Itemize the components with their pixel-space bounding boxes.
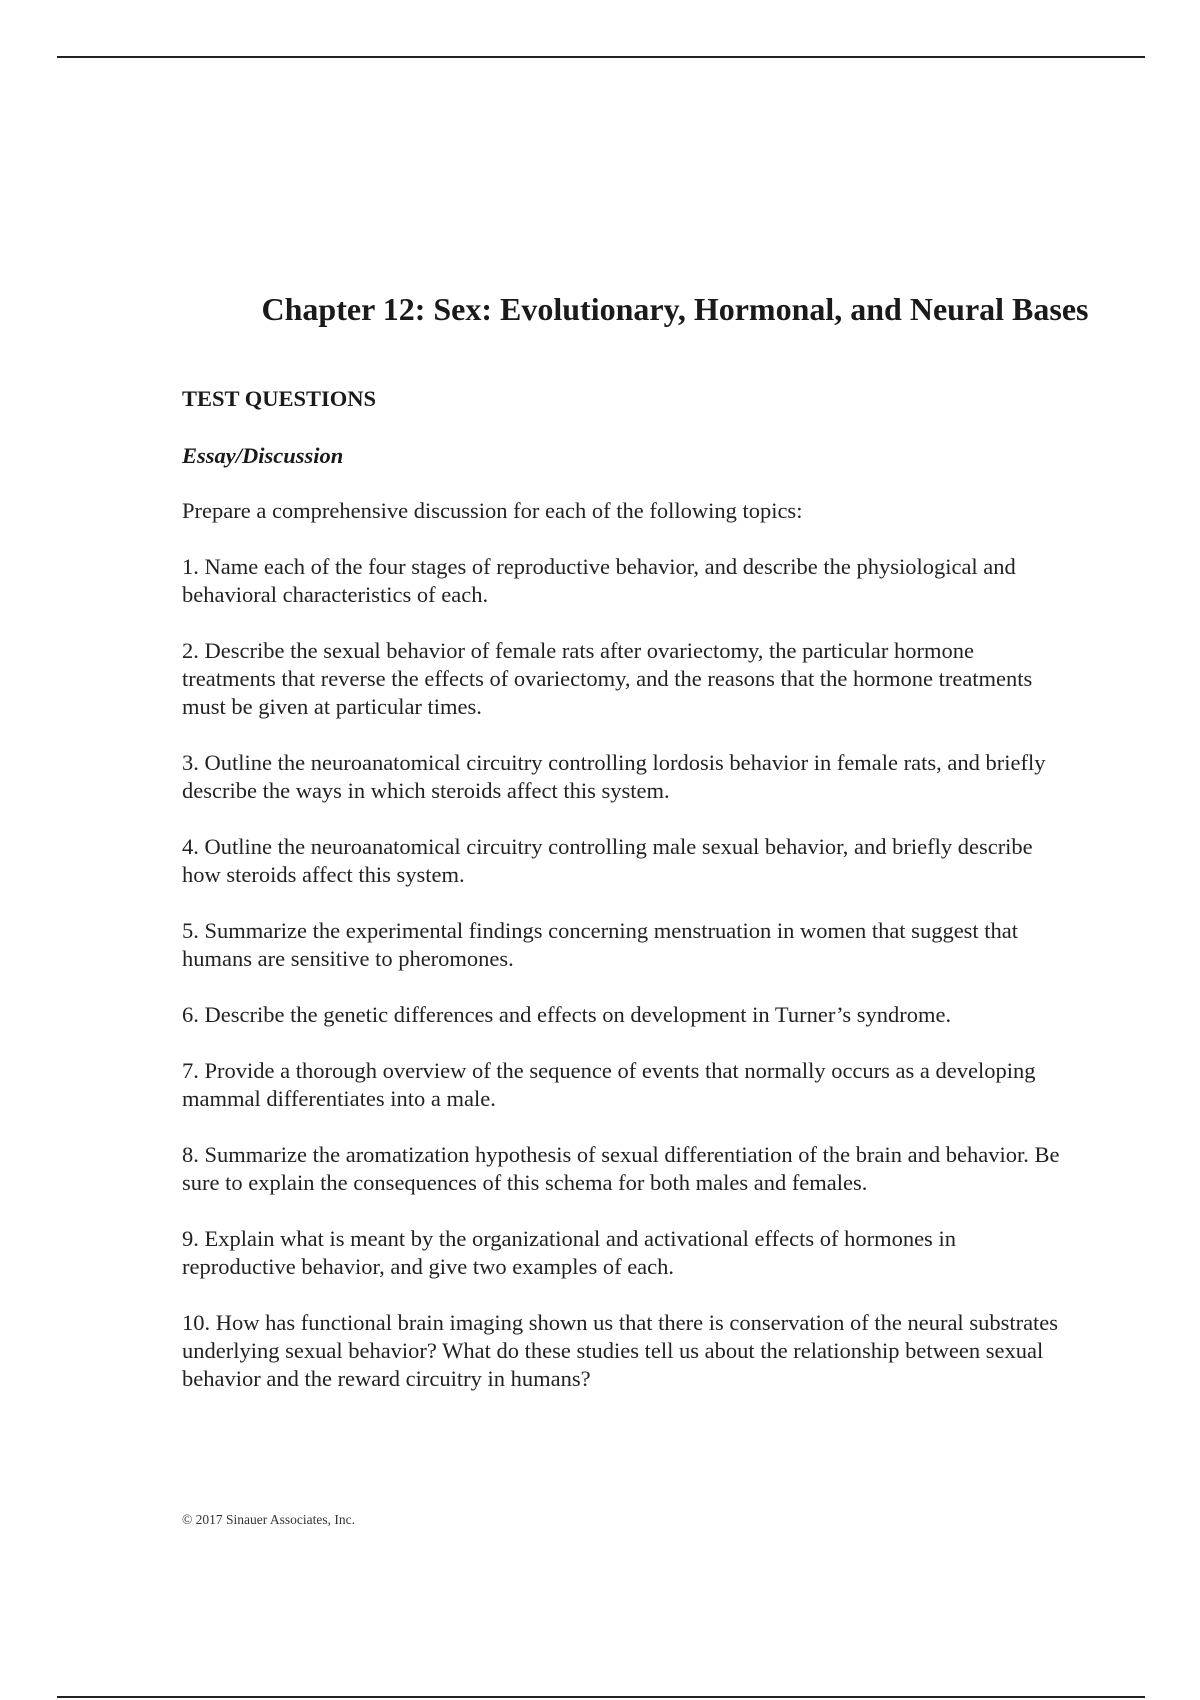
bottom-rule <box>57 1696 1145 1698</box>
question-item: 6. Describe the genetic differences and effects on development in Turner’s syndrome. <box>182 1002 952 1027</box>
question-item: 9. Explain what is meant by the organizational and activational effects of hormones in reproductive behavior, and give two examples of each. <box>182 1226 956 1279</box>
section-heading: TEST QUESTIONS <box>182 386 377 411</box>
question-item: 1. Name each of the four stages of reproductive behavior, and describe the physiological and behavioral characteristics of each. <box>182 554 1016 607</box>
question-item: 10. How has functional brain imaging shown us that there is conservation of the neural substrates underlying sexual behavior? What do these studies tell us about the relationship between sexual behavior and the reward circuitry in humans? <box>182 1310 1059 1391</box>
chapter-title: Chapter 12: Sex: Evolutionary, Hormonal, and Neural Bases <box>261 291 1089 327</box>
intro-text: Prepare a comprehensive discussion for each of the following topics: <box>182 498 803 523</box>
question-item: 5. Summarize the experimental findings concerning menstruation in women that suggest that humans are sensitive to pheromones. <box>182 918 1019 971</box>
subsection-heading: Essay/Discussion <box>182 443 344 468</box>
question-list <box>182 553 1062 1421</box>
question-item: 7. Provide a thorough overview of the sequence of events that normally occurs as a developing mammal differentiates into a male. <box>182 1058 1036 1111</box>
question-item: 2. Describe the sexual behavior of female rats after ovariectomy, the particular hormone treatments that reverse the effects of ovariectomy, and the reasons that the hormone treatments must be given at particular times. <box>182 638 1033 719</box>
copyright-footer: © 2017 Sinauer Associates, Inc. <box>182 1512 355 1527</box>
question-item: 3. Outline the neuroanatomical circuitry controlling lordosis behavior in female rats, and briefly describe the ways in which steroids affect this system. <box>182 750 1046 803</box>
question-item: 4. Outline the neuroanatomical circuitry controlling male sexual behavior, and briefly describe how steroids affect this system. <box>182 834 1033 887</box>
top-rule <box>57 56 1145 58</box>
question-item: 8. Summarize the aromatization hypothesis of sexual differentiation of the brain and behavior. Be sure to explain the consequences of this schema for both males and females. <box>182 1142 1060 1195</box>
